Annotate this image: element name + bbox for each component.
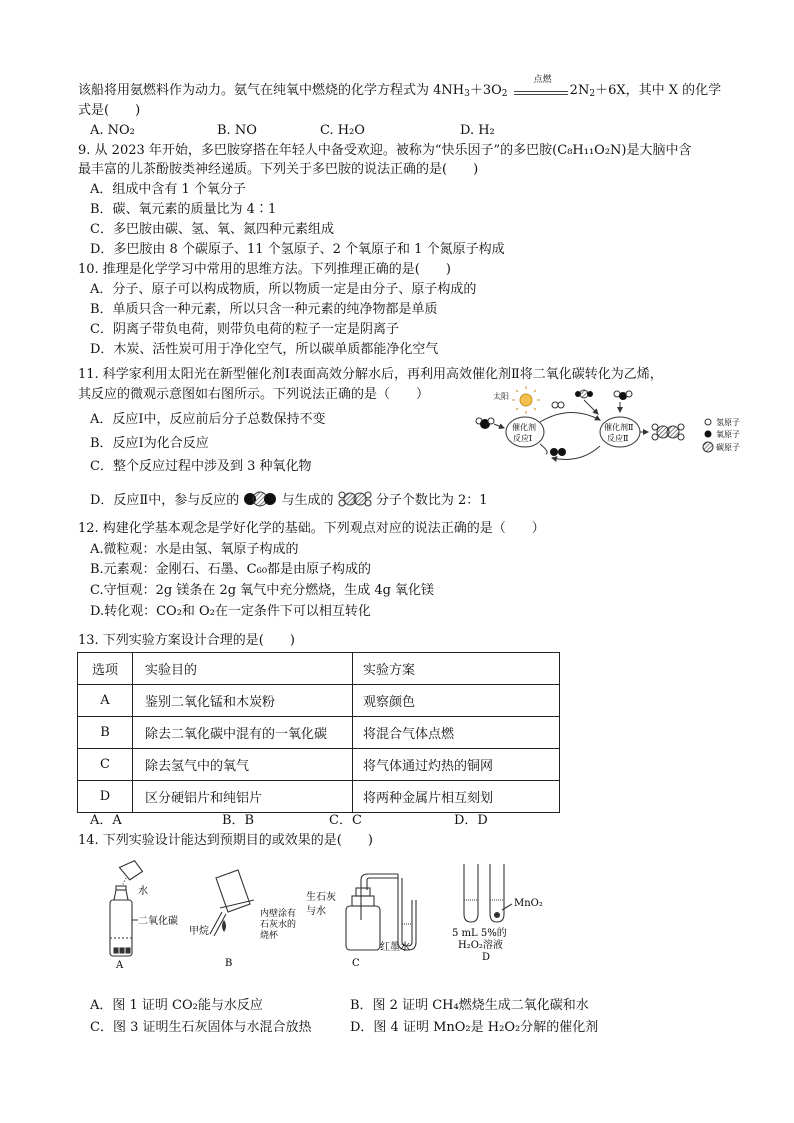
reaction1-label: 反应Ⅰ <box>513 434 533 443</box>
q10-stem: 10. 推理是化学学习中常用的思维方法。下列推理正确的是( ) <box>78 262 451 277</box>
catalyst2-label: 催化剂Ⅱ <box>604 423 634 432</box>
q14-option-b: B．图 2 证明 CH₄燃烧生成二氧化碳和水 <box>350 998 589 1013</box>
q14-option-c: C．图 3 证明生石灰固体与水混合放热 <box>90 1020 312 1035</box>
ethylene-molecule-icon <box>652 424 684 440</box>
table-cell: 将气体通过灼热的铜网 <box>353 749 560 781</box>
q12-option-a: A.微粒观：水是由氢、氧原子构成的 <box>90 542 299 557</box>
table-header-cell: 实验目的 <box>133 653 353 685</box>
table-cell: 将混合气体点燃 <box>353 717 560 749</box>
q11-optd-text-c: 分子个数比为 2：1 <box>375 493 488 508</box>
oxygen-atom-legend-icon <box>705 431 712 438</box>
sun-icon <box>512 386 540 414</box>
fig-b-beaker-label-1: 内壁涂有 <box>260 909 297 919</box>
table-cell: 将两种金属片相互刻划 <box>353 781 560 813</box>
q14-option-a: A．图 1 证明 CO₂能与水反应 <box>90 998 263 1013</box>
water-molecule-icon <box>476 418 494 429</box>
table-cell: 观察颜色 <box>353 685 560 717</box>
q10-option-c: C．阴离子带负电荷，则带负电荷的粒子一定是阴离子 <box>90 322 399 337</box>
table-header-cell: 实验方案 <box>353 653 560 685</box>
q11-option-b: B．反应Ⅰ为化合反应 <box>90 436 209 451</box>
q13-table <box>77 652 560 813</box>
fig-c-lime-label-2: 与水 <box>306 906 326 917</box>
fig-c-lime-label-1: 生石灰 <box>306 892 336 903</box>
q9-stem-line2: 最丰富的儿茶酚胺类神经递质。下列关于多巴胺的说法正确的是( ) <box>78 162 479 177</box>
reaction2-label: 反应Ⅱ <box>607 434 629 443</box>
fig-a-water-label: 水 <box>138 886 148 897</box>
h2-molecule-icon <box>552 402 564 408</box>
q9-option-d: D．多巴胺由 8 个碳原子、11 个氢原子、2 个氧原子和 1 个氮原子构成 <box>90 242 505 257</box>
q12-option-d: D.转化观：CO₂和 O₂在一定条件下可以相互转化 <box>90 604 371 619</box>
q8-stem-line2: 式是( ) <box>78 103 141 118</box>
table-cell: 除去二氧化碳中混有的一氧化碳 <box>133 717 353 749</box>
carbon-atom-legend-icon <box>703 442 713 452</box>
catalyst1-label: 催化剂 <box>512 423 536 432</box>
legend-oxygen: 氧原子 <box>716 430 740 439</box>
fig-d-label: D <box>482 952 491 963</box>
fig-b-label: B <box>225 958 233 969</box>
q13-option-b: B．B <box>222 813 255 828</box>
q11-reaction-diagram <box>470 386 740 470</box>
table-cell: 鉴别二氧化锰和木炭粉 <box>133 685 353 717</box>
fig-d-solution-label-1: 5 mL 5%的 <box>452 928 507 939</box>
q12-option-b: B.元素观：金刚石、石墨、C₆₀都是由原子构成的 <box>90 562 372 577</box>
q12-option-c: C.守恒观：2g 镁条在 2g 氧气中充分燃烧，生成 4g 氧化镁 <box>90 583 435 598</box>
q9-option-c: C．多巴胺由碳、氢、氧、氮四种元素组成 <box>90 222 334 237</box>
q8-option-a: A. NO₂ <box>90 123 135 138</box>
q13-option-a: A．A <box>90 813 122 828</box>
test-tube-icon <box>464 864 478 922</box>
q8-text-c: 2N <box>569 83 590 98</box>
q11-option-d <box>90 491 488 509</box>
q11-optd-text-b: 与生成的 <box>281 493 334 508</box>
fig-b-beaker-label-3: 烧杯 <box>260 931 279 941</box>
q8-option-c: C. H₂O <box>320 123 365 138</box>
plastic-bottle-icon <box>110 860 144 956</box>
table-row <box>78 717 560 749</box>
fig-d-mno2-label: MnO₂ <box>514 898 543 909</box>
ethylene-molecule-icon <box>338 491 372 507</box>
q11-optd-text-a: D．反应Ⅱ中，参与反应的 <box>90 493 240 508</box>
u-tube-icon <box>398 874 416 950</box>
q12-stem: 12. 构建化学基本观念是学好化学的基础。下列观点对应的说法正确的是（ ） <box>78 521 545 536</box>
table-header-row <box>78 653 560 685</box>
fig-d-solution-label-2: H₂O₂溶液 <box>458 940 503 951</box>
table-cell: A <box>78 685 133 717</box>
water-molecule-icon <box>614 391 632 400</box>
q11-option-a: A．反应Ⅰ中，反应前后分子总数保持不变 <box>90 412 326 427</box>
q13-option-d: D．D <box>454 813 488 828</box>
table-cell: D <box>78 781 133 813</box>
q14-option-d: D．图 4 证明 MnO₂是 H₂O₂分解的催化剂 <box>350 1020 599 1035</box>
legend-carbon: 碳原子 <box>716 443 740 452</box>
table-row <box>78 749 560 781</box>
fig-b-methane-label: 甲烷 <box>189 926 209 937</box>
q11-stem-line1: 11. 科学家利用太阳光在新型催化剂Ⅰ表面高效分解水后，再利用高效催化剂Ⅱ将二氧化碳转化为乙烯， <box>78 367 663 382</box>
q13-stem: 13. 下列实验方案设计合理的是( ) <box>78 633 295 648</box>
table-cell: B <box>78 717 133 749</box>
flame-icon <box>222 920 226 932</box>
q8-reaction-condition <box>512 75 570 99</box>
co2-molecule-icon <box>243 492 277 506</box>
fig-a-label: A <box>116 960 124 971</box>
q8-option-d: D. H₂ <box>460 123 495 138</box>
q10-option-b: B．单质只含一种元素，所以只含一种元素的纯净物都是单质 <box>90 302 438 317</box>
q10-option-d: D．木炭、活性炭可用于净化空气，所以碳单质都能净化空气 <box>90 342 439 357</box>
q14-apparatus-figures <box>98 860 543 972</box>
fig-c-ink-label: 红墨水 <box>380 942 410 953</box>
q8-text-d: ＋6X，其中 X 的化学 <box>595 83 722 98</box>
legend-hydrogen: 氢原子 <box>716 418 740 427</box>
q8-option-b: B. NO <box>217 123 257 138</box>
q13-option-c: C．C <box>329 813 362 828</box>
q9-option-b: B．碳、氧元素的质量比为 4∶1 <box>90 202 277 217</box>
q9-stem-line1: 9. 从 2023 年开始，多巴胺穿搭在年轻人中备受欢迎。被称为“快乐因子”的多巴胺(C₈H₁₁O₂N)是大脑中含 <box>78 143 692 158</box>
beaker-icon <box>216 870 254 912</box>
q8-stem-line1: 该船将用氨燃料作为动力。氨气在纯氧中燃烧的化学方程式为 $4NH_3+3O_2$ 点燃 $2N_2+6X$，其中 X 的化学 <box>78 82 721 103</box>
table-cell: 区分硬铝片和纯铝片 <box>133 781 353 813</box>
table-row <box>78 781 560 813</box>
sun-label: 太阳 <box>493 392 509 401</box>
q10-option-a: A．分子、原子可以构成物质，所以物质一定是由分子、原子构成的 <box>90 282 477 297</box>
fig-b-beaker-label-2: 石灰水的 <box>260 920 297 930</box>
fig-a-co2-label: 二氧化碳 <box>138 916 178 927</box>
o2-molecule-icon <box>550 448 566 456</box>
q9-option-a: A．组成中含有 1 个氧分子 <box>90 182 246 197</box>
hydrogen-atom-legend-icon <box>705 419 711 425</box>
fig-c-label: C <box>352 958 360 969</box>
q8-text-b: ＋3O <box>469 83 502 98</box>
test-tube-icon <box>490 864 512 922</box>
q11-option-c: C．整个反应过程中涉及到 3 种氧化物 <box>90 459 312 474</box>
co2-molecule-icon <box>575 390 593 398</box>
q11-stem-line2: 其反应的微观示意图如右图所示。下列说法正确的是（ ） <box>78 387 430 402</box>
wide-mouth-bottle-icon <box>346 874 398 950</box>
table-header-cell: 选项 <box>78 653 133 685</box>
table-row <box>78 685 560 717</box>
q14-stem: 14. 下列实验设计能达到预期目的或效果的是( ) <box>78 833 373 848</box>
table-cell: C <box>78 749 133 781</box>
q8-text-a: 该船将用氨燃料作为动力。氨气在纯氧中燃烧的化学方程式为 4NH <box>78 83 465 98</box>
table-cell: 除去氢气中的氧气 <box>133 749 353 781</box>
q8-cond-text: 点燃 <box>533 75 552 85</box>
